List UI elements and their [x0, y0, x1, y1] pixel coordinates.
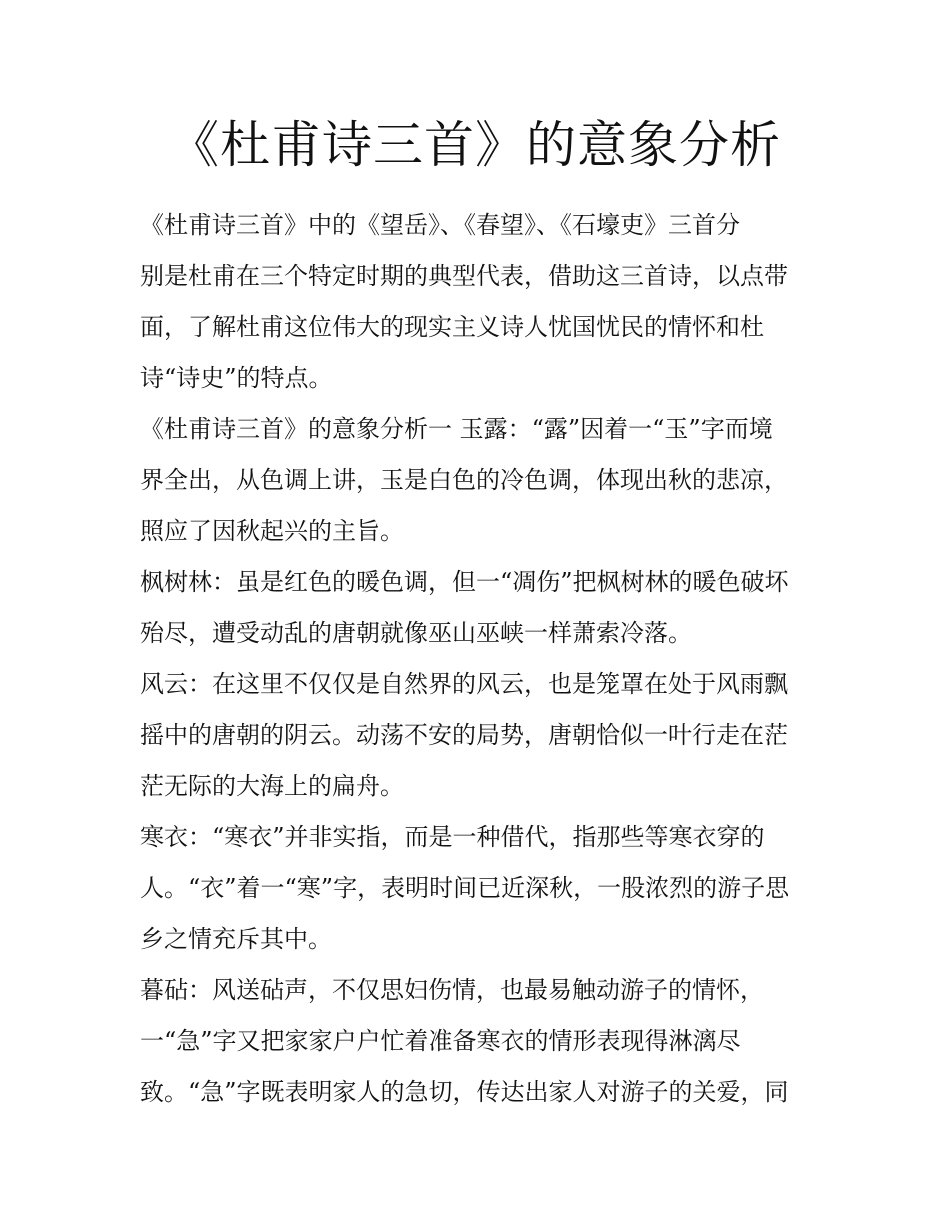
text-line: 茫无际的大海上的扁舟。 [140, 772, 404, 800]
text-line: 照应了因秋起兴的主旨。 [140, 517, 404, 545]
text-line: 一“急”字又把家家户户忙着准备寒衣的情形表现得淋漓尽 [140, 1027, 741, 1055]
text-line: 致。“急”字既表明家人的急切，传达出家人对游子的关爱，同 [140, 1078, 789, 1106]
text-line: 别是杜甫在三个特定时期的典型代表，借助这三首诗，以点带 [140, 262, 788, 290]
text-line: 《杜甫诗三首》的意象分析一 玉露：“露”因着一“玉”字而境 [140, 415, 773, 443]
text-line: 暮砧：风送砧声，不仅思妇伤情，也最易触动游子的情怀， [140, 976, 764, 1004]
text-line: 摇中的唐朝的阴云。动荡不安的局势，唐朝恰似一叶行走在茫 [140, 721, 788, 749]
text-line: 诗“诗史”的特点。 [140, 364, 333, 392]
text-line: 面，了解杜甫这位伟大的现实主义诗人忧国忧民的情怀和杜 [140, 313, 764, 341]
text-line: 《杜甫诗三首》中的《望岳》、《春望》、《石壕吏》三首分 [140, 211, 740, 239]
text-line: 界全出，从色调上讲，玉是白色的冷色调，体现出秋的悲凉， [140, 466, 788, 494]
page-title: 《杜甫诗三首》的意象分析 [169, 116, 781, 174]
text-line: 寒衣：“寒衣”并非实指，而是一种借代，指那些等寒衣穿的 [140, 823, 765, 851]
text-line: 枫树林：虽是红色的暖色调，但一“凋伤”把枫树林的暖色破坏 [140, 568, 789, 596]
text-line: 殆尽，遭受动乱的唐朝就像巫山巫峡一样萧索冷落。 [140, 619, 692, 647]
text-line: 乡之情充斥其中。 [140, 925, 332, 953]
document-body [140, 200, 820, 1118]
text-line: 风云：在这里不仅仅是自然界的风云，也是笼罩在处于风雨飘 [140, 670, 788, 698]
text-line: 人。“衣”着一“寒”字，表明时间已近深秋，一股浓烈的游子思 [140, 874, 790, 902]
